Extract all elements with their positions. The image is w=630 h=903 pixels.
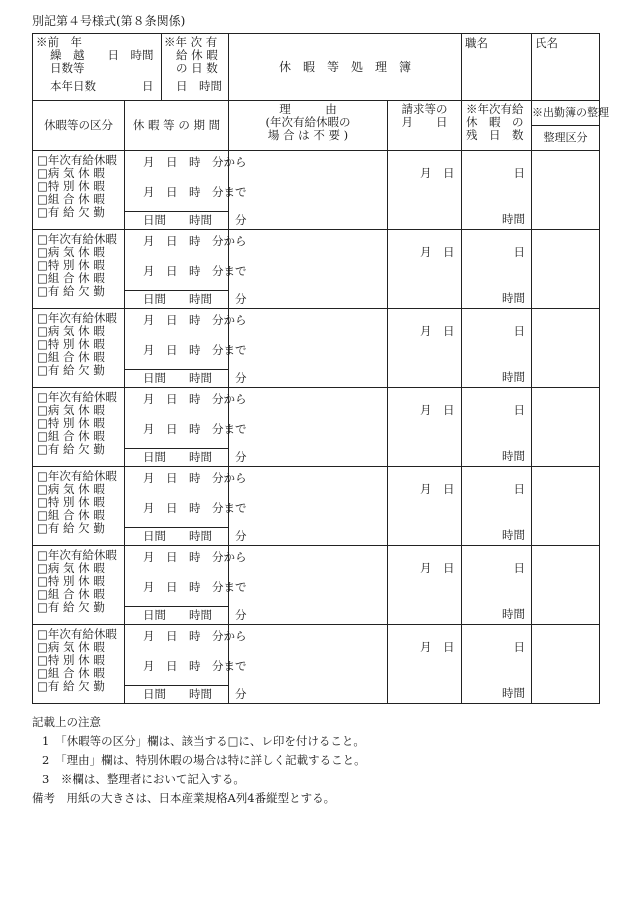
- period-header-label: 休 暇 等 の 期 間: [132, 118, 221, 132]
- remaining-days-unit: 日: [513, 403, 526, 417]
- period-to: 月 日 時 分まで: [143, 264, 247, 278]
- leave-category-checkbox[interactable]: □病 気 休 暇: [37, 640, 105, 654]
- leave-category-checkbox[interactable]: □年次有給休暇: [37, 627, 117, 641]
- attendance-classification-cell[interactable]: [532, 230, 600, 309]
- entry-row: [33, 151, 600, 230]
- leave-category-cell: [33, 309, 125, 388]
- leave-category-checkbox[interactable]: □特 別 休 暇: [37, 653, 105, 667]
- attendance-classification-cell[interactable]: [532, 625, 600, 704]
- period-from: 月 日 時 分から: [143, 629, 247, 643]
- request-date-label: 月 日: [420, 640, 455, 654]
- leave-category-checkbox[interactable]: □病 気 休 暇: [37, 245, 105, 259]
- annual-label-2: 給 休 暇: [176, 48, 218, 62]
- leave-category-checkbox[interactable]: □特 別 休 暇: [37, 416, 105, 430]
- leave-period-cell[interactable]: [125, 309, 247, 388]
- annual-label-3: の 日 数: [176, 61, 218, 75]
- leave-category-checkbox[interactable]: □組 合 休 暇: [37, 192, 105, 206]
- leave-category-checkbox[interactable]: □年次有給休暇: [37, 232, 117, 246]
- period-to: 月 日 時 分まで: [143, 580, 247, 594]
- leave-category-checkbox[interactable]: □病 気 休 暇: [37, 561, 105, 575]
- entry-row: [33, 230, 600, 309]
- remaining-days-unit: 日: [513, 324, 526, 338]
- leave-category-checkbox[interactable]: □有 給 欠 勤: [37, 284, 105, 298]
- request-date-label: 月 日: [420, 245, 455, 259]
- leave-category-checkbox[interactable]: □病 気 休 暇: [37, 166, 105, 180]
- position-cell[interactable]: [462, 34, 532, 101]
- remaining-days-unit: 日: [513, 482, 526, 496]
- leave-period-cell[interactable]: [125, 151, 247, 230]
- remaining-hours-unit: 時間: [502, 212, 526, 226]
- category-header-label: 休暇等の区分: [44, 118, 113, 132]
- leave-category-checkbox[interactable]: □特 別 休 暇: [37, 179, 105, 193]
- leave-category-checkbox[interactable]: □有 給 欠 勤: [37, 442, 105, 456]
- leave-period-cell[interactable]: [125, 625, 247, 704]
- book-title: 休 暇 等 処 理 簿: [279, 59, 412, 74]
- leave-category-checkbox[interactable]: □有 給 欠 勤: [37, 521, 105, 535]
- leave-category-checkbox[interactable]: □有 給 欠 勤: [37, 679, 105, 693]
- attendance-classification-cell[interactable]: [532, 467, 600, 546]
- entry-row: [33, 309, 600, 388]
- period-total: 日間 時間 分: [143, 292, 247, 306]
- request-date-cell[interactable]: [388, 625, 462, 704]
- reason-cell[interactable]: [229, 388, 388, 467]
- annual-leave-days-cell: [162, 34, 229, 101]
- remaining-days-cell[interactable]: [462, 151, 532, 230]
- period-from: 月 日 時 分から: [143, 234, 247, 248]
- remaining-days-cell[interactable]: [462, 546, 532, 625]
- remaining-days-cell[interactable]: [462, 309, 532, 388]
- leave-category-checkbox[interactable]: □組 合 休 暇: [37, 587, 105, 601]
- remaining-hours-unit: 時間: [502, 686, 526, 700]
- remark-text: 備考 用紙の大きさは、日本産業規格A列4番縦型とする。: [32, 791, 336, 805]
- position-label: 職名: [465, 36, 489, 50]
- leave-category-checkbox[interactable]: □年次有給休暇: [37, 548, 117, 562]
- period-from: 月 日 時 分から: [143, 392, 247, 406]
- period-from: 月 日 時 分から: [143, 471, 247, 485]
- remaining-hours-unit: 時間: [502, 291, 526, 305]
- remaining-days-cell[interactable]: [462, 467, 532, 546]
- period-total: 日間 時間 分: [143, 529, 247, 543]
- notes-heading: 記載上の注意: [32, 715, 101, 729]
- attendance-classification-cell[interactable]: [532, 151, 600, 230]
- leave-category-checkbox[interactable]: □特 別 休 暇: [37, 574, 105, 588]
- remaining-hours-unit: 時間: [502, 449, 526, 463]
- request-date-label: 月 日: [420, 561, 455, 575]
- prev-year-label-3: 日数等: [50, 61, 85, 75]
- period-from: 月 日 時 分から: [143, 313, 247, 327]
- form-title: 別記第４号様式(第８条関係): [32, 14, 186, 28]
- prev-year-carryover-cell: [33, 34, 162, 101]
- leave-category-checkbox[interactable]: □年次有給休暇: [37, 311, 117, 325]
- name-label: 氏名: [535, 36, 559, 50]
- leave-category-checkbox[interactable]: □特 別 休 暇: [37, 495, 105, 509]
- period-to: 月 日 時 分まで: [143, 659, 247, 673]
- reason-cell[interactable]: [229, 625, 388, 704]
- prev-year-label-1: ※前 年: [36, 35, 82, 49]
- request-header-1: 請求等の: [401, 102, 448, 116]
- reason-header: [229, 101, 388, 151]
- entry-row: [33, 467, 600, 546]
- leave-category-checkbox[interactable]: □年次有給休暇: [37, 469, 117, 483]
- remaining-days-cell[interactable]: [462, 388, 532, 467]
- remaining-hours-unit: 時間: [502, 528, 526, 542]
- header-top-row: [33, 34, 600, 101]
- request-date-cell[interactable]: [388, 309, 462, 388]
- reason-cell[interactable]: [229, 230, 388, 309]
- notes-section: [32, 713, 366, 808]
- leave-category-cell: [33, 625, 125, 704]
- period-to: 月 日 時 分まで: [143, 501, 247, 515]
- request-date-cell[interactable]: [388, 467, 462, 546]
- leave-category-cell: [33, 467, 125, 546]
- leave-category-checkbox[interactable]: □特 別 休 暇: [37, 337, 105, 351]
- reason-cell[interactable]: [229, 467, 388, 546]
- leave-record-table: [32, 33, 610, 704]
- request-header-2: 月 日: [401, 115, 448, 129]
- attendance-classification-cell[interactable]: [532, 546, 600, 625]
- leave-category-cell: [33, 151, 125, 230]
- leave-category-checkbox[interactable]: □有 給 欠 勤: [37, 363, 105, 377]
- entry-row: [33, 388, 600, 467]
- remaining-days-cell[interactable]: [462, 625, 532, 704]
- remaining-header: [462, 101, 532, 151]
- period-from: 月 日 時 分から: [143, 155, 247, 169]
- annual-unit-label: 日 時間: [176, 79, 222, 93]
- reason-cell[interactable]: [229, 546, 388, 625]
- remaining-header-1: ※年次有給: [466, 102, 524, 116]
- remaining-hours-unit: 時間: [502, 607, 526, 621]
- attendance-classification-cell[interactable]: [532, 388, 600, 467]
- remaining-days-unit: 日: [513, 561, 526, 575]
- leave-category-checkbox[interactable]: □年次有給休暇: [37, 153, 117, 167]
- request-date-label: 月 日: [420, 482, 455, 496]
- entry-row: [33, 546, 600, 625]
- leave-period-cell[interactable]: [125, 546, 247, 625]
- entry-rows: [33, 151, 600, 704]
- leave-category-checkbox[interactable]: □有 給 欠 勤: [37, 600, 105, 614]
- remaining-days-cell[interactable]: [462, 230, 532, 309]
- leave-category-checkbox[interactable]: □病 気 休 暇: [37, 324, 105, 338]
- column-header-row: [33, 101, 600, 151]
- this-year-days-label: 本年日数 日: [50, 79, 154, 93]
- leave-category-cell: [33, 388, 125, 467]
- leave-category-checkbox[interactable]: □有 給 欠 勤: [37, 205, 105, 219]
- request-date-label: 月 日: [420, 324, 455, 338]
- reason-cell[interactable]: [229, 151, 388, 230]
- remaining-days-unit: 日: [513, 245, 526, 259]
- remaining-days-unit: 日: [513, 166, 526, 180]
- reason-header-1: 理 由: [279, 102, 337, 116]
- attendance-classification-cell[interactable]: [532, 309, 600, 388]
- period-to: 月 日 時 分まで: [143, 422, 247, 436]
- reason-cell[interactable]: [229, 309, 388, 388]
- annual-label-1: ※年 次 有: [164, 35, 218, 49]
- period-total: 日間 時間 分: [143, 450, 247, 464]
- period-from: 月 日 時 分から: [143, 550, 247, 564]
- remaining-header-2: 休 暇 の: [466, 115, 524, 129]
- request-date-cell[interactable]: [388, 388, 462, 467]
- period-total: 日間 時間 分: [143, 608, 247, 622]
- name-cell[interactable]: [532, 34, 600, 101]
- leave-period-cell[interactable]: [125, 388, 247, 467]
- period-header: [125, 101, 229, 151]
- category-header: [33, 101, 125, 151]
- request-date-label: 月 日: [420, 403, 455, 417]
- period-total: 日間 時間 分: [143, 371, 247, 385]
- leave-category-cell: [33, 230, 125, 309]
- leave-category-checkbox[interactable]: □特 別 休 暇: [37, 258, 105, 272]
- period-to: 月 日 時 分まで: [143, 343, 247, 357]
- leave-category-cell: [33, 546, 125, 625]
- leave-category-checkbox[interactable]: □年次有給休暇: [37, 390, 117, 404]
- entry-row: [33, 625, 600, 704]
- request-date-header: [388, 101, 462, 151]
- prev-year-label-2: 繰 越 日 時間: [50, 48, 154, 62]
- leave-category-checkbox[interactable]: □病 気 休 暇: [37, 482, 105, 496]
- remaining-days-unit: 日: [513, 640, 526, 654]
- book-title-cell: [229, 34, 462, 101]
- request-date-cell[interactable]: [388, 546, 462, 625]
- reason-header-2: (年次有給休暇の: [265, 115, 351, 129]
- note-item-3: 3 ※欄は、整理者において記入する。: [42, 772, 245, 786]
- request-date-label: 月 日: [420, 166, 455, 180]
- leave-category-checkbox[interactable]: □組 合 休 暇: [37, 271, 105, 285]
- leave-period-cell[interactable]: [125, 230, 247, 309]
- period-total: 日間 時間 分: [143, 213, 247, 227]
- leave-category-checkbox[interactable]: □病 気 休 暇: [37, 403, 105, 417]
- remaining-hours-unit: 時間: [502, 370, 526, 384]
- note-item-2: 2 「理由」欄は、特別休暇の場合は特に詳しく記載すること。: [42, 753, 366, 767]
- note-item-1: 1 「休暇等の区分」欄は、該当する□に、レ印を付けること。: [42, 734, 365, 748]
- attendance-sub-label: 整理区分: [543, 131, 588, 144]
- period-to: 月 日 時 分まで: [143, 185, 247, 199]
- leave-category-checkbox[interactable]: □組 合 休 暇: [37, 350, 105, 364]
- period-total: 日間 時間 分: [143, 687, 247, 701]
- remaining-header-3: 残 日 数: [466, 128, 524, 142]
- attendance-header-label: ※出勤簿の整理: [532, 101, 599, 126]
- leave-period-cell[interactable]: [125, 467, 247, 546]
- request-date-cell[interactable]: [388, 151, 462, 230]
- leave-category-checkbox[interactable]: □組 合 休 暇: [37, 666, 105, 680]
- leave-category-checkbox[interactable]: □組 合 休 暇: [37, 429, 105, 443]
- request-date-cell[interactable]: [388, 230, 462, 309]
- leave-category-checkbox[interactable]: □組 合 休 暇: [37, 508, 105, 522]
- reason-header-3: 場 合 は 不 要 ): [267, 128, 349, 142]
- attendance-header: [532, 101, 610, 151]
